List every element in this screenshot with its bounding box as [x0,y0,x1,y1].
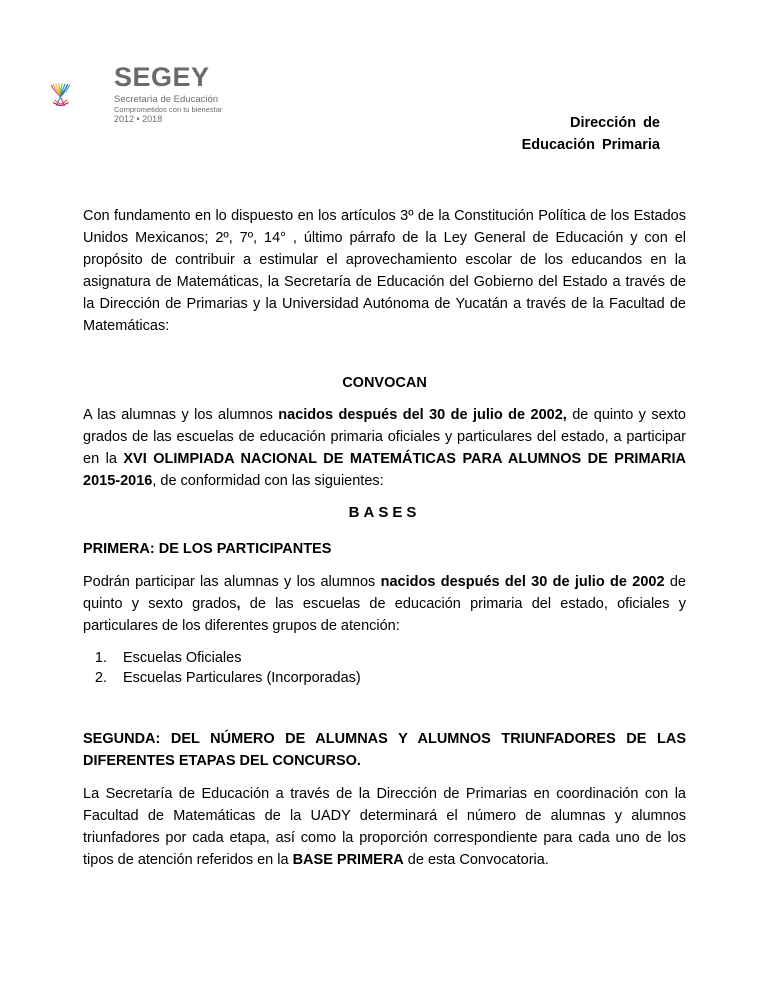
primera-title: PRIMERA: DE LOS PARTICIPANTES [83,541,332,557]
text-run: de quinto y sexto grados de las escuelas de educación primaria oficiales y particulares del estado, a participar en la [83,407,686,467]
logo-years: 2012 • 2018 [114,114,163,124]
text-run: La Secretaría de Educación a través de la Dirección de Primarias en coordinación con la Facultad de Matemáticas de la UADY determinará el número de alumnas y alumnos triunfadores por cada etapa, así como la proporción correspondiente para cada uno de los tipos de atención referidos en la [83,786,686,868]
primera-section [83,571,686,637]
direccion-line-1: Dirección de [569,115,660,131]
segunda-title-text: SEGUNDA: DEL NÚMERO DE ALUMNAS Y ALUMNOS TRIUNFADORES DE LAS DIFERENTES ETAPAS DEL CONCURSO. [83,731,686,769]
bold-run: , [236,596,241,612]
bold-run: nacidos después del 30 de julio de 2002 [380,574,665,590]
segey-logo-icon [50,62,114,128]
bases-heading: BASES [348,504,421,521]
logo-name: SEGEY [114,62,210,92]
bold-run: XVI OLIMPIADA NACIONAL DE MATEMÁTICAS PARA ALUMNOS DE PRIMARIA 2015-2016 [83,451,686,489]
segunda-section [83,783,686,871]
bold-run: nacidos después del 30 de julio de 2002, [278,407,567,423]
bold-run: BASE PRIMERA [292,852,404,868]
primera-list [83,648,686,688]
intro-paragraph: Con fundamento en lo dispuesto en los artículos 3º de la Constitución Política de los Estados Unidos Mexicanos; 2º, 7º, 14° , último párrafo de la Ley General de Educación y con el propósito de contribuir a estimular el aprovechamiento escolar de los educandos en la asignatura de Matemáticas, la Secretaría de Educación del Gobierno del Estado a través de la Dirección de Primarias y la Universidad Autónoma de Yucatán a través de la Facultad de Matemáticas: [83,208,686,334]
text-run: de las escuelas de educación primaria del estado, oficiales y particulares de los diferentes grupos de atención: [83,596,686,634]
primera-list-section [83,648,686,688]
text-run: de quinto y sexto grados [83,574,686,612]
logo-slogan: Comprometidos con tu bienestar [114,105,223,114]
list-item: 2. Escuelas Particulares (Incorporadas) [111,668,686,688]
text-run: Podrán participar las alumnas y los alumnos [83,574,381,590]
convocan-paragraph [83,404,686,492]
text-run: de esta Convocatoria. [403,852,549,868]
text-run: , de conformidad con las siguientes: [152,473,384,489]
logo-subtitle: Secretaría de Educación [114,94,219,105]
segunda-title [83,728,686,772]
logo-text [114,62,222,125]
text-run: A las alumnas y los alumnos [83,407,279,423]
segunda-paragraph [83,783,686,871]
convocan-heading: CONVOCAN [342,375,427,391]
intro-section [83,205,686,337]
primera-paragraph [83,571,686,637]
direccion-heading [522,112,660,156]
list-item: 1. Escuelas Oficiales [111,648,686,668]
direccion-line-2: Educación Primaria [521,137,660,153]
convocan-section [83,404,686,492]
